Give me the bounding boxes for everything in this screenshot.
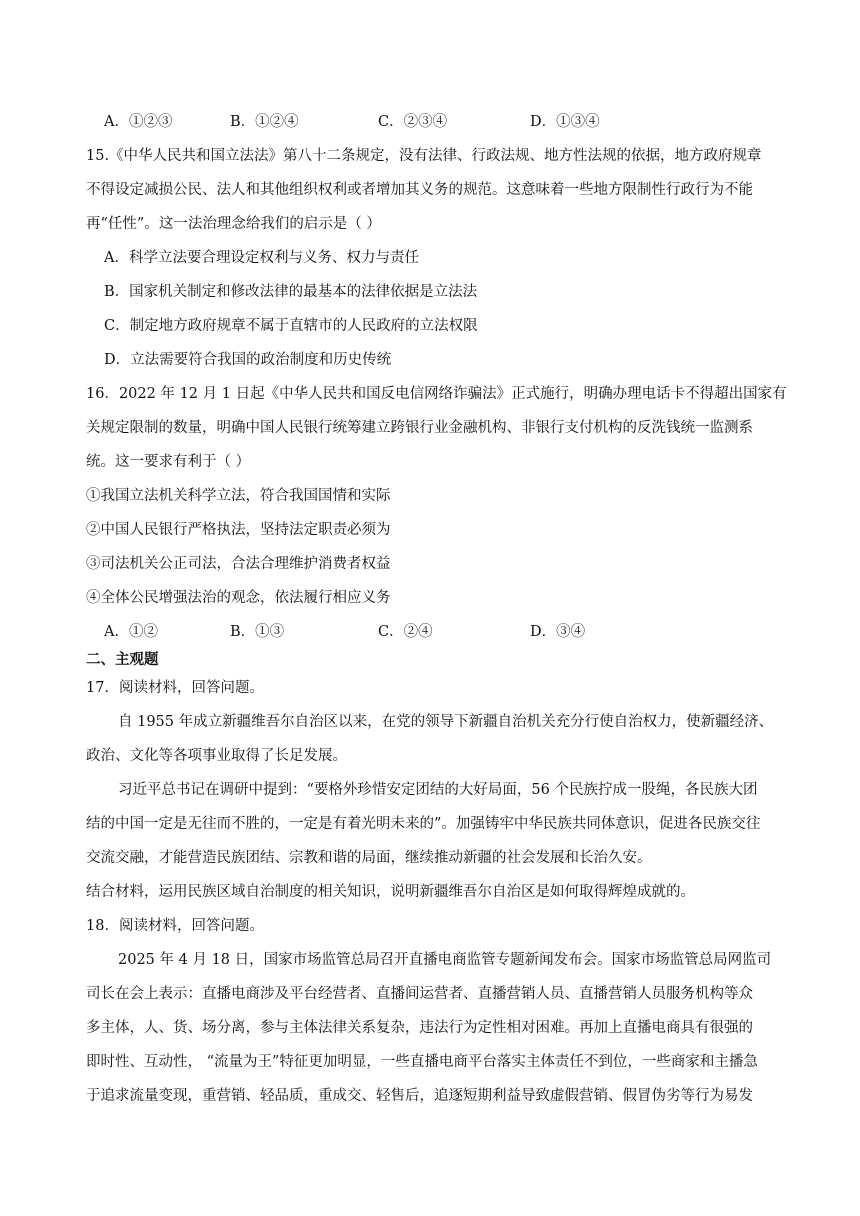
q15-option-d: D．立法需要符合我国的政治制度和历史传统 xyxy=(104,352,392,368)
q15-stem-line-3: 再“任性”。这一法治理念给我们的启示是（ ） xyxy=(86,216,381,232)
q18-material-line-1: 2025 年 4 月 18 日，国家市场监管总局召开直播电商监管专题新闻发布会。国家市场监管总局网监司 xyxy=(118,952,772,968)
q18-material-line-3: 多主体，人、货、场分离，参与主体法律关系复杂，违法行为定性相对困难。再加上直播电商具有很强的 xyxy=(86,1020,753,1036)
q15-option-a: A．科学立法要合理设定权利与义务、权力与责任 xyxy=(104,250,419,266)
q14-option-a: A．①②③ xyxy=(104,114,173,130)
q15-option-b: B．国家机关制定和修改法律的最基本的法律依据是立法法 xyxy=(104,284,478,300)
q16-statement-2: ②中国人民银行严格执法，坚持法定职责必须为 xyxy=(86,522,391,538)
q16-option-a: A．①② xyxy=(104,624,158,640)
q16-option-c: C．②④ xyxy=(378,624,433,640)
q17-prompt: 17．阅读材料，回答问题。 xyxy=(86,680,264,696)
q18-prompt: 18．阅读材料，回答问题。 xyxy=(86,918,264,934)
q16-stem-line-2: 关规定限制的数量，明确中国人民银行统筹建立跨银行业金融机构、非银行支付机构的反洗钱统一监测系 xyxy=(86,420,753,436)
q17-material-1-line-2: 政治、文化等各项事业取得了长足发展。 xyxy=(86,748,347,764)
q18-material-line-4: 即时性、互动性， “流量为王”特征更加明显，一些直播电商平台落实主体责任不到位，一些商家和主播急 xyxy=(86,1054,758,1070)
q17-material-1-line-1: 自 1955 年成立新疆维吾尔自治区以来，在党的领导下新疆自治机关充分行使自治权力，使新疆经济、 xyxy=(118,714,774,730)
q18-material-line-5: 于追求流量变现，重营销、轻品质，重成交、轻售后，追逐短期利益导致虚假营销、假冒伪劣等行为易发 xyxy=(86,1088,753,1104)
q14-option-c: C．②③④ xyxy=(378,114,448,130)
q17-material-2-line-2: 结的中国一定是无往而不胜的，一定是有着光明未来的”。加强铸牢中华民族共同体意识，促进各民族交往 xyxy=(86,816,761,832)
q16-statement-3: ③司法机关公正司法，合法合理维护消费者权益 xyxy=(86,556,391,572)
section-heading: 二、主观题 xyxy=(86,652,159,668)
q16-option-b: B．①③ xyxy=(230,624,285,640)
q16-statement-4: ④全体公民增强法治的观念，依法履行相应义务 xyxy=(86,590,391,606)
q16-option-d: D．③④ xyxy=(530,624,586,640)
q17-question: 结合材料，运用民族区域自治制度的相关知识，说明新疆维吾尔自治区是如何取得辉煌成就的。 xyxy=(86,884,695,900)
q16-statement-1: ①我国立法机关科学立法，符合我国国情和实际 xyxy=(86,488,391,504)
q15-stem-line-1: 15.《中华人民共和国立法法》第八十二条规定，没有法律、行政法规、地方性法规的依据，地方政府规章 xyxy=(86,148,762,164)
q16-stem-line-3: 统。这一要求有利于（ ） xyxy=(86,454,251,470)
q15-stem-line-2: 不得设定减损公民、法人和其他组织权利或者增加其义务的规范。这意味着一些地方限制性行政行为不能 xyxy=(86,182,753,198)
q15-option-c: C．制定地方政府规章不属于直辖市的人民政府的立法权限 xyxy=(104,318,478,334)
q14-option-d: D．①③④ xyxy=(530,114,600,130)
q17-material-2-line-3: 交流交融，才能营造民族团结、宗教和谐的局面，继续推动新疆的社会发展和长治久安。 xyxy=(86,850,652,866)
q18-material-line-2: 司长在会上表示：直播电商涉及平台经营者、直播间运营者、直播营销人员、直播营销人员服务机构等众 xyxy=(86,986,753,1002)
q17-material-2-line-1: 习近平总书记在调研中提到：“要格外珍惜安定团结的大好局面，56 个民族拧成一股绳，各民族大团 xyxy=(118,782,758,798)
q16-stem-line-1: 16．2022 年 12 月 1 日起《中华人民共和国反电信网络诈骗法》正式施行，明确办理电话卡不得超出国家有 xyxy=(86,386,787,402)
q14-option-b: B．①②④ xyxy=(230,114,299,130)
